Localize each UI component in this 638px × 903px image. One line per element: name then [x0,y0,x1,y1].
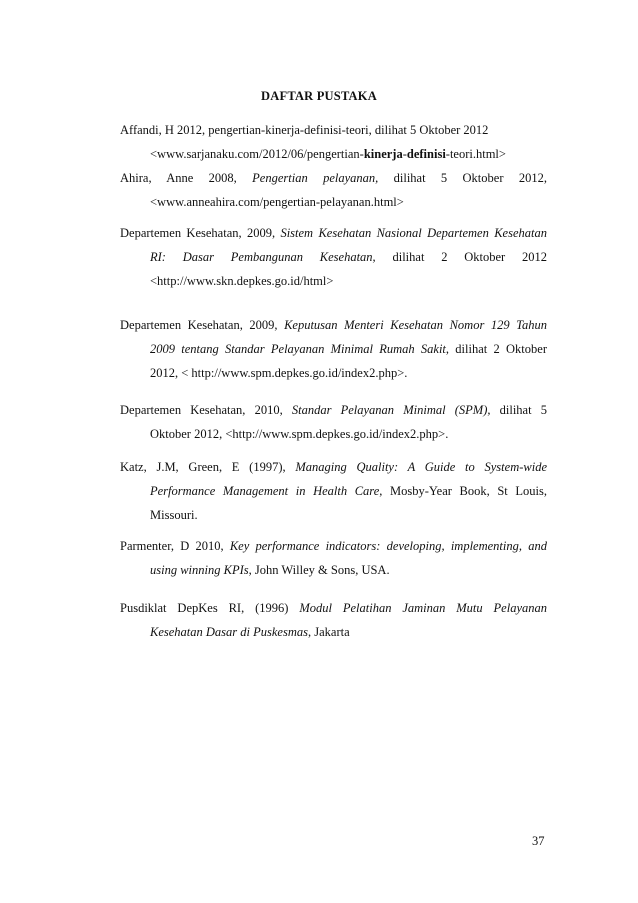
reference-line [120,166,547,190]
reference-title: Kesehatan Dasar di Puskesmas [150,625,308,639]
reference-line [120,620,547,644]
reference-entry [120,166,547,214]
reference-author: Departemen Kesehatan, 2009, [120,226,281,240]
reference-line [120,269,547,293]
reference-text: - [402,147,407,161]
reference-title: using winning KPIs [150,563,249,577]
reference-url[interactable]: <www.anneahira.com/pengertian-pelayanan.html> [150,195,404,209]
reference-line [120,142,547,166]
reference-author: Ahira, Anne 2008, [120,171,253,185]
reference-title: Modul Pelatihan Jaminan Mutu Pelayanan [299,601,547,615]
reference-line [120,398,547,422]
reference-line [120,596,547,620]
reference-line [120,245,547,269]
reference-line [120,221,547,245]
reference-title: Sistem Kesehatan Nasional Departemen Kesehatan [280,226,547,240]
reference-entry [120,398,547,446]
reference-text: Affandi, H 2012, pengertian-kinerja-definisi-teori, dilihat 5 Oktober 2012 [120,123,489,137]
reference-title: Key performance indicators: developing, implementing, and [229,539,547,553]
reference-entry [120,596,547,644]
reference-line [120,558,547,582]
reference-line [120,313,547,337]
reference-text: -teori.html> [445,147,506,161]
reference-line [120,534,547,558]
reference-entry [120,221,547,293]
page-title: DAFTAR PUSTAKA [261,89,377,103]
reference-text: , dilihat 2 Oktober [445,342,547,356]
reference-text: , Jakarta [307,625,350,639]
reference-author: Departemen Kesehatan, 2010, [120,403,292,417]
reference-author: Pusdiklat DepKes RI, (1996) [120,601,300,615]
reference-entry [120,455,547,527]
reference-entry [120,313,547,385]
reference-url[interactable]: Oktober 2012, <http://www.spm.depkes.go.id/index2.php>. [150,427,449,441]
reference-bold-text: kinerja [363,147,403,161]
reference-line [120,479,547,503]
reference-line [120,118,547,142]
reference-text: dilihat 2 Oktober 2012 [375,250,547,264]
reference-title: Performance Management in Health Care [150,484,380,498]
reference-line [120,337,547,361]
reference-text: Missouri. [150,508,198,522]
reference-title: Keputusan Menteri Kesehatan Nomor 129 Tahun [284,318,547,332]
reference-url[interactable]: <http://www.skn.depkes.go.id/html> [150,274,334,288]
reference-text: , Mosby-Year Book, St Louis, [379,484,547,498]
page-number: 37 [532,834,545,848]
reference-line [120,422,547,446]
reference-author: Katz, J.M, Green, E (1997), [120,460,296,474]
reference-title: Standar Pelayanan Minimal (SPM), [291,403,491,417]
reference-entry [120,118,547,166]
reference-title: Pengertian pelayanan, [252,171,379,185]
reference-text: , John Willey & Sons, USA. [248,563,390,577]
reference-author: Departemen Kesehatan, 2009, [120,318,285,332]
reference-title: RI: Dasar Pembangunan Kesehatan, [150,250,376,264]
reference-line [120,455,547,479]
reference-title: 2009 tentang Standar Pelayanan Minimal Rumah Sakit [150,342,446,356]
reference-text: dilihat 5 [490,403,547,417]
reference-entry [120,534,547,582]
reference-line [120,190,547,214]
reference-line [120,503,547,527]
reference-author: Parmenter, D 2010, [120,539,230,553]
reference-url[interactable]: <www.sarjanaku.com/2012/06/pengertian- [150,147,364,161]
reference-text: dilihat 5 Oktober 2012, [378,171,547,185]
reference-bold-text: definisi [406,147,446,161]
reference-title: Managing Quality: A Guide to System-wide [295,460,547,474]
reference-url[interactable]: 2012, < http://www.spm.depkes.go.id/index2.php>. [150,366,408,380]
reference-line [120,361,547,385]
